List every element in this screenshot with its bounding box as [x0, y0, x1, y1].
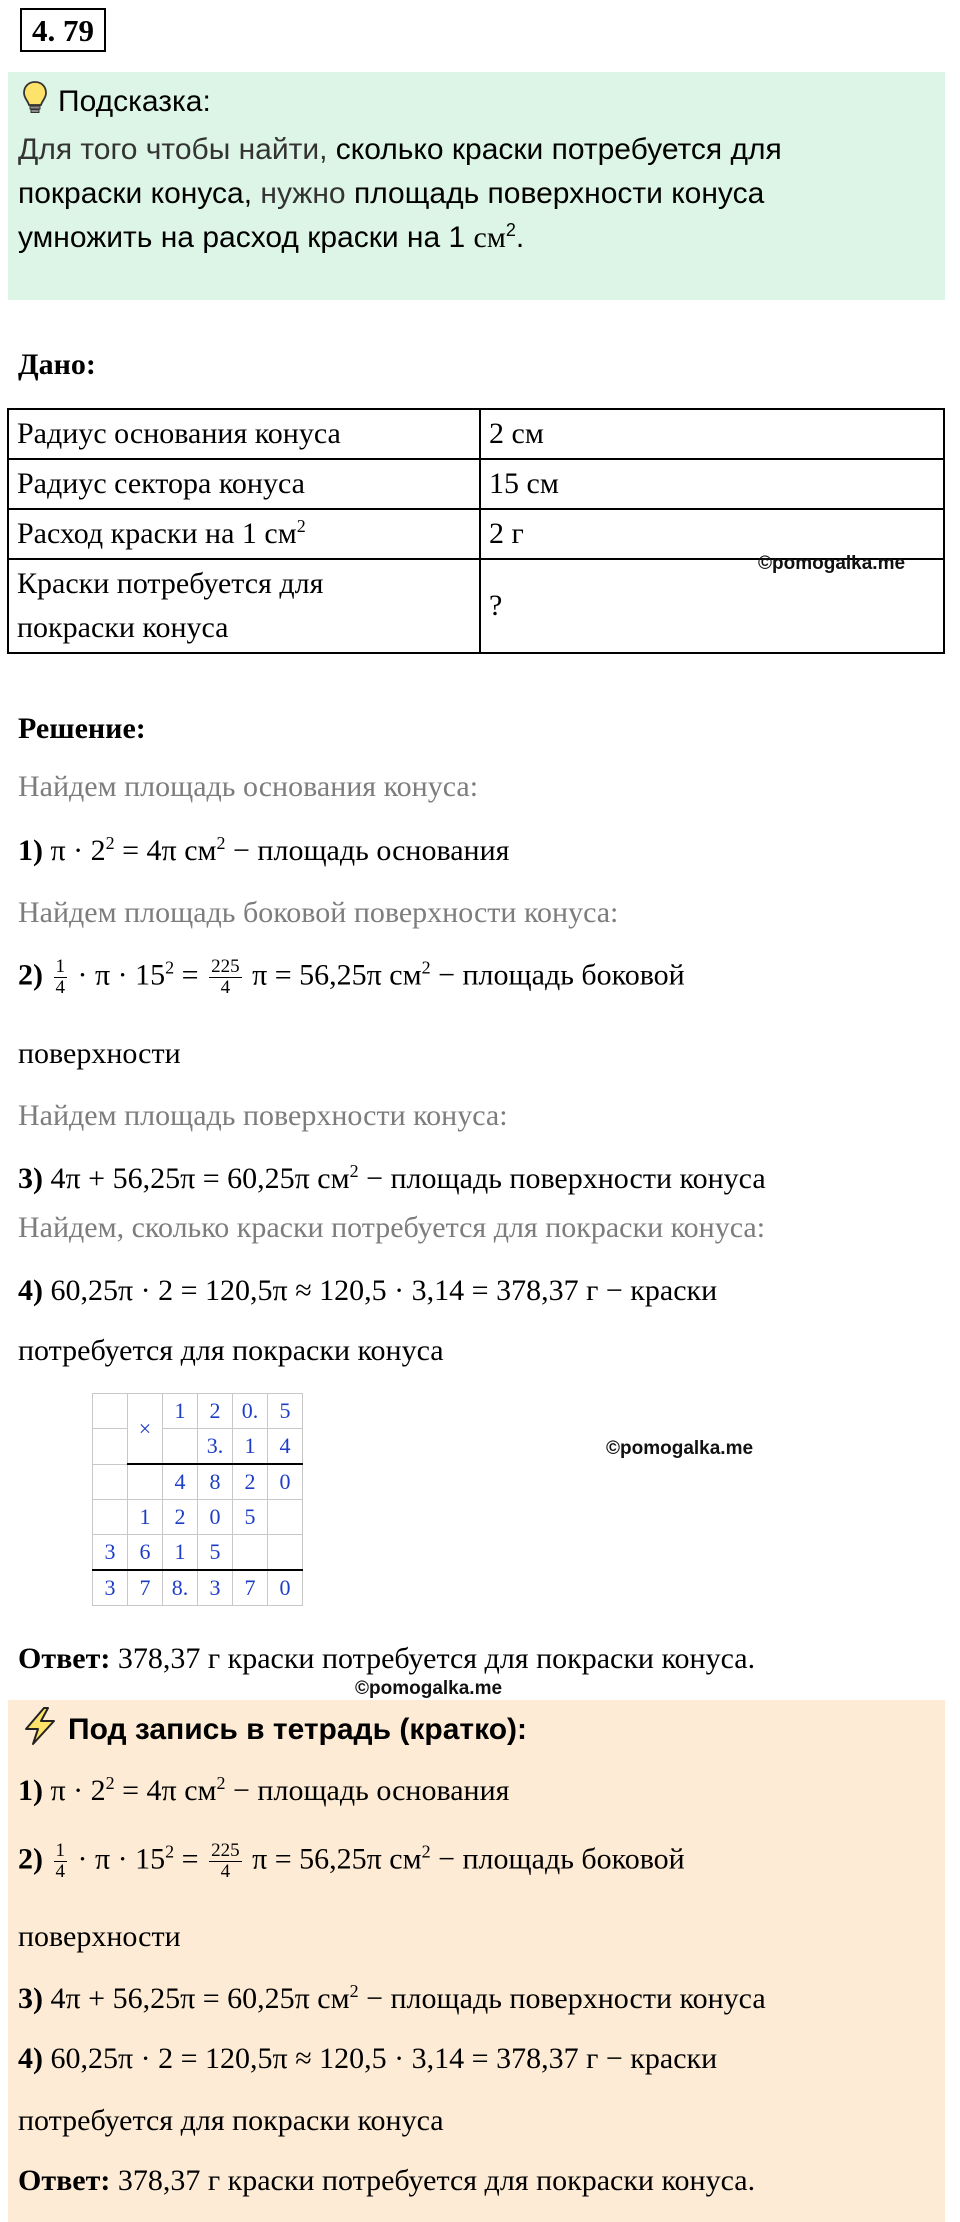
exponent: 2 — [165, 1841, 175, 1862]
calc-cell — [268, 1535, 303, 1571]
calc-cell: 3 — [198, 1570, 233, 1606]
formula-1 — [18, 834, 509, 868]
hint-title: Подсказка: — [58, 85, 211, 118]
formula-2 — [18, 957, 685, 998]
calc-cell: 3. — [198, 1429, 233, 1465]
calc-cell: 6 — [128, 1535, 163, 1571]
table-row — [8, 509, 944, 559]
formula-part: = 4π см — [114, 834, 217, 867]
formula-4 — [18, 1274, 717, 1308]
fraction — [54, 957, 68, 998]
hint-text-part: Для того чтобы найти, — [18, 133, 336, 166]
formula-part: − площадь поверхности конуса — [358, 1162, 766, 1195]
exponent: 2 — [165, 957, 175, 978]
calc-cell — [163, 1429, 198, 1465]
note-formula-2-continuation: поверхности — [18, 1920, 181, 1953]
calc-cell: 1 — [128, 1500, 163, 1535]
multiply-sign: × — [128, 1394, 163, 1465]
formula-part: π · 2 — [43, 1774, 106, 1807]
step-number: 4) — [18, 1274, 43, 1307]
calc-cell: 1 — [233, 1429, 268, 1465]
calc-cell: 5 — [198, 1535, 233, 1571]
exponent: 2 — [421, 957, 431, 978]
fraction-denominator: 4 — [220, 977, 231, 998]
calc-cell: 1 — [163, 1394, 198, 1429]
fraction-denominator: 4 — [55, 977, 65, 998]
calc-cell — [93, 1394, 128, 1429]
answer-text: 378,37 г краски потребуется для покраски конуса. — [110, 2164, 756, 2197]
calc-cell: 4 — [163, 1464, 198, 1500]
calc-cell: 0 — [198, 1500, 233, 1535]
note-formula-2 — [18, 1841, 685, 1882]
note-formula-1 — [18, 1774, 509, 1808]
note-formula-3 — [18, 1982, 766, 2016]
hint-text — [18, 128, 928, 260]
step-number: 2) — [18, 1842, 43, 1876]
formula-part: 60,25π · 2 = 120,5π ≈ 120,5 · 3,14 = 378,37 г − краски — [43, 1274, 718, 1307]
fraction-denominator: 4 — [55, 1861, 65, 1882]
hint-text-emph: сколько краски потребуется для — [335, 133, 782, 166]
answer-label: Ответ: — [18, 1642, 111, 1675]
note-answer — [18, 2164, 755, 2198]
hint-text-part: нужно — [252, 177, 354, 210]
note-formula-4 — [18, 2042, 717, 2076]
exponent: 2 — [216, 1773, 226, 1793]
calc-cell — [233, 1535, 268, 1571]
fraction-denominator: 4 — [220, 1861, 231, 1882]
given-value: 15 см — [480, 459, 944, 509]
fraction — [209, 1841, 242, 1882]
exponent: 2 — [349, 1161, 359, 1181]
calc-cell: 0. — [233, 1394, 268, 1429]
hint-text-emph: покраски конуса, — [18, 177, 253, 210]
fraction — [209, 957, 242, 998]
formula-part: · π · 15 — [70, 958, 166, 992]
formula-part: 60,25π · 2 = 120,5π ≈ 120,5 · 3,14 = 378,37 г − краски — [43, 2042, 718, 2075]
given-title: Дано: — [18, 348, 96, 381]
watermark: ©pomogalka.me — [606, 1438, 754, 1459]
given-label-line: покраски конуса — [17, 611, 229, 644]
calc-row — [93, 1570, 303, 1606]
formula-part: − площадь основания — [225, 1774, 510, 1807]
fraction-numerator: 225 — [211, 1840, 240, 1861]
given-label — [8, 509, 480, 559]
hint-box — [8, 72, 945, 300]
formula-part: − площадь боковой — [430, 1842, 685, 1876]
given-label-text: Расход краски на 1 см — [17, 517, 297, 550]
step-number: 2) — [18, 958, 43, 992]
answer-label: Ответ: — [18, 2164, 111, 2197]
task-number: 4. 79 — [20, 8, 106, 52]
formula-part: 4π + 56,25π = 60,25π см — [43, 1162, 350, 1195]
step-number: 4) — [18, 2042, 43, 2075]
fraction — [54, 1841, 68, 1882]
exponent: 2 — [105, 833, 115, 853]
note-header — [22, 1708, 527, 1752]
calc-cell — [93, 1464, 128, 1500]
solution-title: Решение: — [18, 712, 146, 745]
calc-cell — [93, 1500, 128, 1535]
watermark: ©pomogalka.me — [758, 553, 906, 574]
exponent: 2 — [105, 1773, 115, 1793]
hint-exponent: 2 — [505, 220, 516, 240]
lightning-icon — [22, 1706, 58, 1754]
calc-cell: 2 — [163, 1500, 198, 1535]
note-title: Под запись в тетрадь (кратко): — [68, 1713, 528, 1746]
formula-part: = — [174, 958, 207, 992]
fraction-numerator: 225 — [211, 956, 240, 977]
exponent: 2 — [421, 1841, 431, 1862]
lightbulb-icon — [22, 80, 48, 124]
calc-cell — [93, 1429, 128, 1465]
exponent: 2 — [349, 1981, 359, 2001]
exponent: 2 — [216, 833, 226, 853]
hint-header — [22, 82, 211, 122]
table-row — [8, 409, 944, 459]
given-value: 2 г — [480, 509, 944, 559]
formula-part: − площадь основания — [225, 834, 510, 867]
formula-part: · π · 15 — [70, 1842, 166, 1876]
step-number: 1) — [18, 834, 43, 867]
formula-part: π = 56,25π см — [244, 958, 422, 992]
calc-cell: 5 — [233, 1500, 268, 1535]
step-description: Найдем площадь основания конуса: — [18, 770, 479, 803]
formula-part: 4π + 56,25π = 60,25π см — [43, 1982, 350, 2015]
calc-cell: 4 — [268, 1429, 303, 1465]
hint-period: . — [515, 221, 525, 254]
hint-text-emph: площадь поверхности конуса — [353, 177, 765, 210]
fraction-numerator: 1 — [55, 956, 65, 977]
calc-row — [93, 1464, 303, 1500]
fraction-numerator: 1 — [55, 1840, 65, 1861]
formula-part: = — [174, 1842, 207, 1876]
formula-part: π · 2 — [43, 834, 106, 867]
step-description: Найдем площадь боковой поверхности конуса: — [18, 896, 619, 929]
calc-cell: 1 — [163, 1535, 198, 1571]
calc-cell: 3 — [93, 1570, 128, 1606]
given-label-exponent: 2 — [296, 516, 306, 536]
formula-4-continuation: потребуется для покраски конуса — [18, 1334, 444, 1367]
answer-text: 378,37 г краски потребуется для покраски конуса. — [110, 1642, 756, 1675]
calc-cell — [128, 1464, 163, 1500]
calc-cell: 2 — [233, 1464, 268, 1500]
formula-3 — [18, 1162, 766, 1196]
formula-2-continuation: поверхности — [18, 1037, 181, 1070]
calc-cell: 7 — [128, 1570, 163, 1606]
calc-cell: 8 — [198, 1464, 233, 1500]
calc-row — [93, 1429, 303, 1465]
hint-unit: см — [473, 221, 506, 254]
table-row — [8, 459, 944, 509]
formula-part: − площадь боковой — [430, 958, 685, 992]
given-label-line: Краски потребуется для — [17, 567, 324, 600]
watermark: ©pomogalka.me — [355, 1678, 503, 1699]
calc-cell: 0 — [268, 1570, 303, 1606]
formula-part: = 4π см — [114, 1774, 217, 1807]
calc-row — [93, 1535, 303, 1571]
given-value-text: ? — [489, 589, 503, 622]
calc-cell: 3 — [93, 1535, 128, 1571]
step-number: 3) — [18, 1162, 43, 1195]
given-label: Радиус сектора конуса — [8, 459, 480, 509]
formula-part: π = 56,25π см — [244, 1842, 422, 1876]
answer — [18, 1642, 755, 1676]
calc-cell: 0 — [268, 1464, 303, 1500]
column-multiplication — [92, 1393, 303, 1606]
calc-cell: 8. — [163, 1570, 198, 1606]
hint-text-emph: умножить на расход краски на 1 — [18, 221, 474, 254]
step-description: Найдем, сколько краски потребуется для покраски конуса: — [18, 1211, 766, 1244]
step-description: Найдем площадь поверхности конуса: — [18, 1099, 508, 1132]
step-number: 1) — [18, 1774, 43, 1807]
calc-row — [93, 1500, 303, 1535]
calc-cell: 7 — [233, 1570, 268, 1606]
calc-row — [93, 1394, 303, 1429]
given-table — [7, 408, 945, 654]
calc-cell — [268, 1500, 303, 1535]
given-value: 2 см — [480, 409, 944, 459]
given-label — [8, 559, 480, 653]
formula-part: − площадь поверхности конуса — [358, 1982, 766, 2015]
calc-cell: 2 — [198, 1394, 233, 1429]
calc-cell: 5 — [268, 1394, 303, 1429]
given-label: Радиус основания конуса — [8, 409, 480, 459]
step-number: 3) — [18, 1982, 43, 2015]
note-formula-4-continuation: потребуется для покраски конуса — [18, 2104, 444, 2137]
